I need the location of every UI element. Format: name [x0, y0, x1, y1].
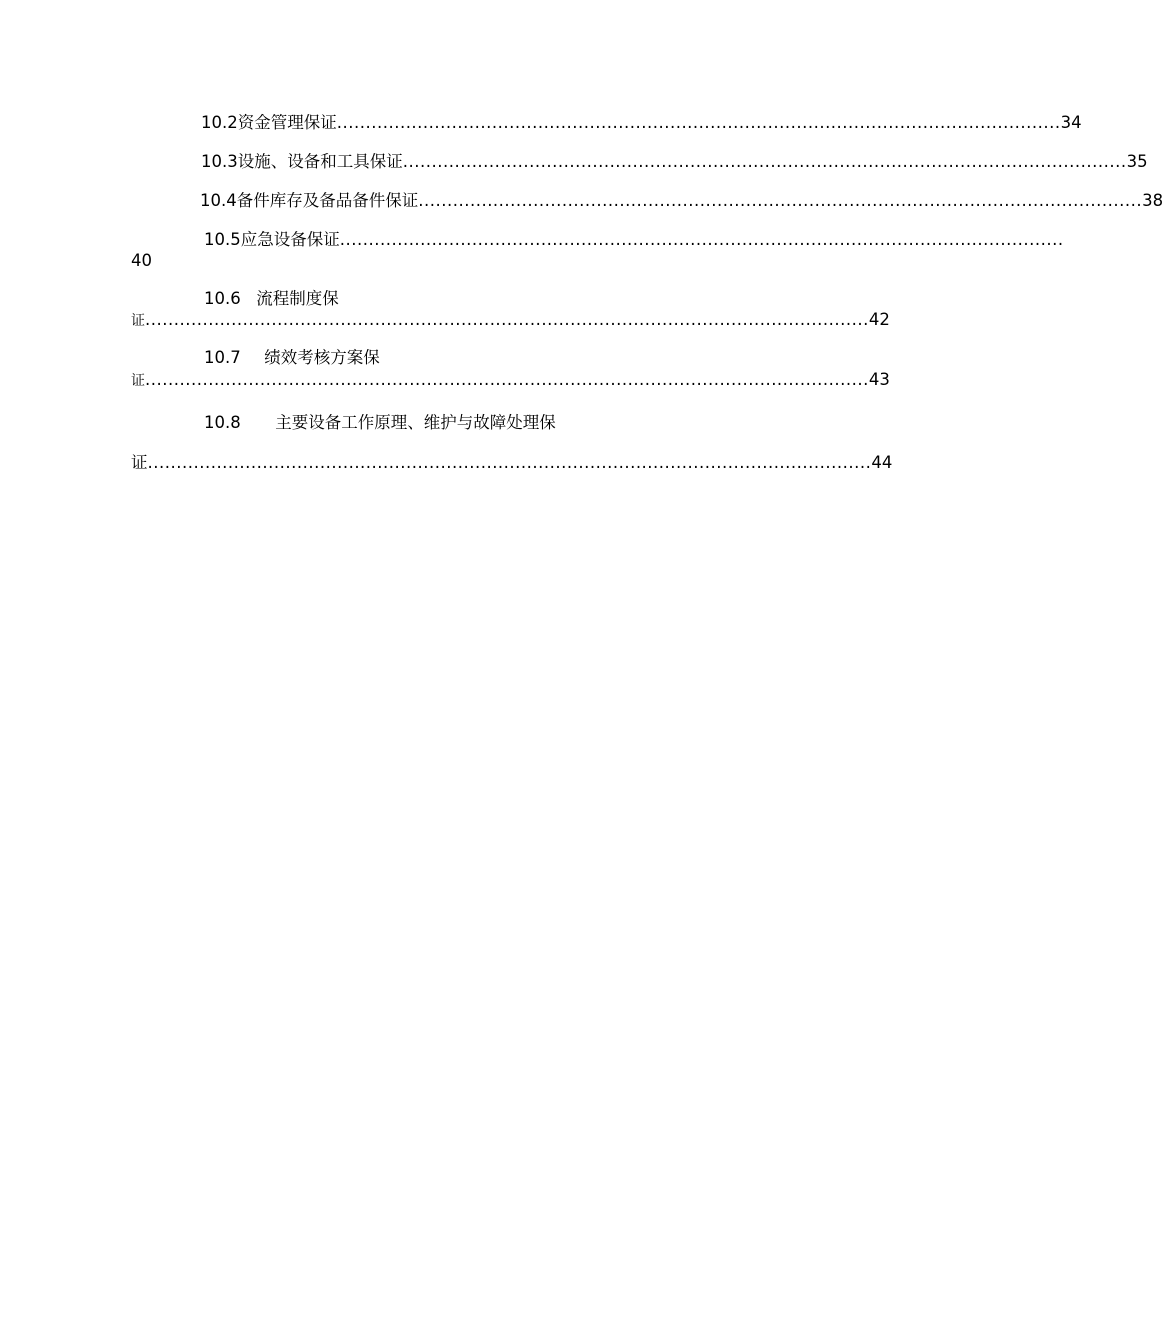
toc-entry-number: 10.3: [201, 152, 238, 171]
toc-entry-10-7[interactable]: [204, 347, 380, 369]
toc-entry-10-4[interactable]: [200, 190, 1163, 212]
toc-dot-leader: ..............................................................................................................................: [339, 230, 1064, 249]
toc-entry-title: 绩效考核方案保: [264, 348, 380, 367]
toc-dot-leader: ..............................................................................................................................: [145, 310, 869, 329]
toc-entry-10-7-cont[interactable]: [131, 369, 890, 392]
toc-entry-number: 10.2: [201, 113, 238, 132]
toc-page-number: 35: [1126, 152, 1148, 171]
toc-entry-10-2[interactable]: [201, 112, 1082, 134]
toc-entry-title-cont: 证: [131, 313, 145, 329]
toc-page-number: 43: [868, 370, 890, 389]
toc-entry-number: 10.4: [200, 191, 237, 210]
toc-page-number: 34: [1060, 113, 1082, 132]
toc-entry-10-5[interactable]: [204, 229, 1064, 251]
toc-page-number: 44: [871, 453, 893, 472]
toc-entry-title: 应急设备保证: [240, 230, 340, 249]
toc-page-number: 38: [1142, 191, 1163, 210]
toc-entry-title: 备件库存及备品备件保证: [236, 191, 419, 210]
toc-dot-leader: ..............................................................................................................................: [336, 113, 1061, 132]
toc-dot-leader: ..............................................................................................................................: [147, 453, 872, 472]
toc-dot-leader: ..............................................................................................................................: [402, 152, 1127, 171]
toc-entry-title: 设施、设备和工具保证: [237, 152, 403, 171]
toc-entry-title: 资金管理保证: [237, 113, 337, 132]
toc-entry-10-6-cont[interactable]: [131, 309, 890, 332]
toc-entry-title-cont: 证: [131, 373, 145, 389]
toc-page-number: 42: [868, 310, 890, 329]
toc-entry-title: 主要设备工作原理、维护与故障处理保: [275, 413, 556, 432]
toc-entry-number: 10.8: [204, 413, 241, 432]
toc-entry-10-6[interactable]: [204, 288, 339, 310]
toc-entry-number: 10.5: [204, 230, 241, 249]
toc-dot-leader: ..............................................................................................................................: [418, 191, 1143, 210]
toc-entry-number: 10.7: [204, 348, 241, 367]
toc-page-number: 40: [131, 251, 152, 270]
toc-entry-title-cont: 证: [131, 453, 148, 472]
toc-entry-10-3[interactable]: [201, 151, 1148, 173]
toc-entry-10-8-cont[interactable]: [131, 452, 893, 474]
toc-entry-10-8[interactable]: [204, 412, 556, 434]
toc-dot-leader: ..............................................................................................................................: [145, 370, 869, 389]
toc-entry-title: 流程制度保: [256, 289, 339, 308]
toc-entry-10-5-page[interactable]: [131, 250, 152, 272]
toc-entry-number: 10.6: [204, 289, 241, 308]
